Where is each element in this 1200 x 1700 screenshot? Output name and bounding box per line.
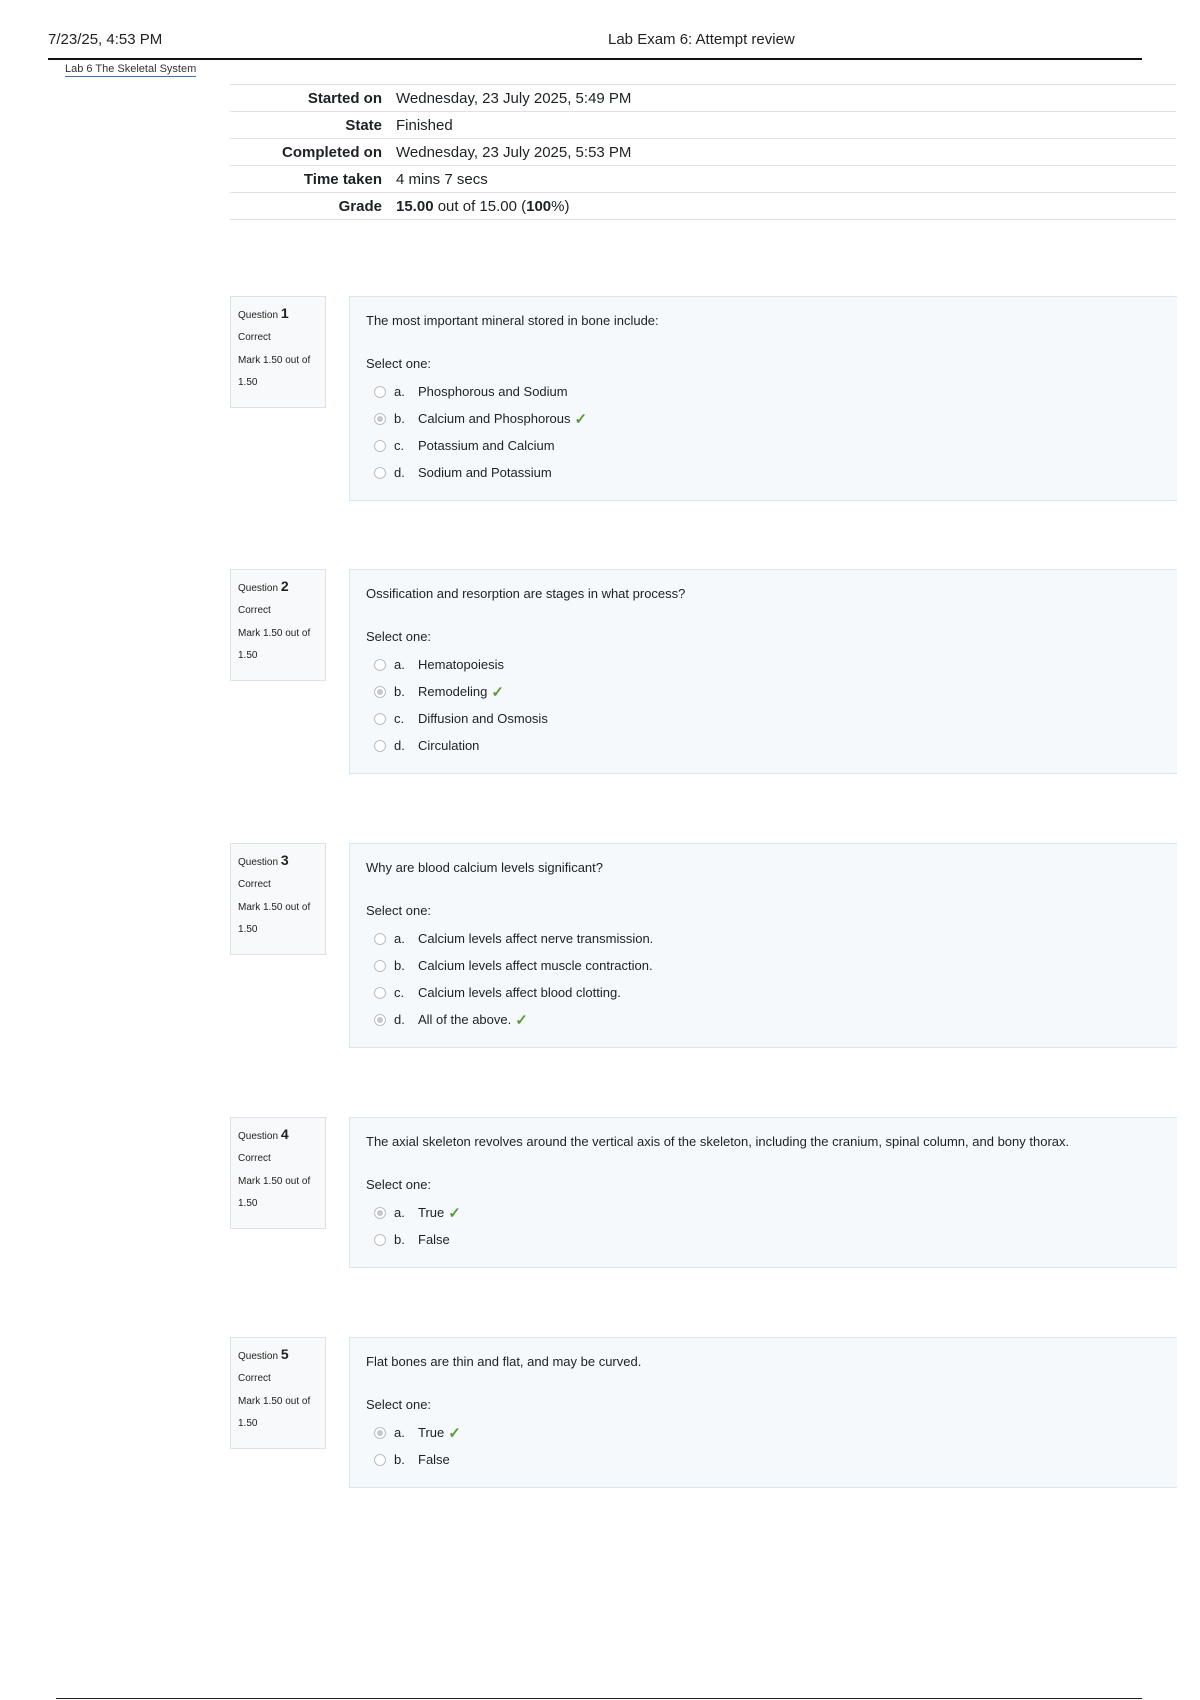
- answer-list: [366, 651, 1161, 759]
- print-page-title: Lab Exam 6: Attempt review: [608, 31, 795, 48]
- answer-option[interactable]: [366, 925, 1161, 952]
- answer-radio[interactable]: [374, 386, 386, 398]
- select-one-prompt: Select one:: [366, 629, 432, 644]
- print-datetime: 7/23/25, 4:53 PM: [48, 31, 163, 48]
- question-content: [349, 1337, 1177, 1488]
- question-content: [349, 1117, 1177, 1268]
- question-label: Question: [238, 1131, 279, 1142]
- answer-letter: b.: [394, 684, 405, 699]
- summary-row-completed: [230, 139, 1176, 166]
- question-state: Correct: [238, 605, 271, 616]
- checkmark-icon: ✓: [491, 683, 504, 701]
- answer-radio[interactable]: [374, 1014, 386, 1026]
- answer-radio[interactable]: [374, 740, 386, 752]
- answer-option[interactable]: [366, 1226, 1161, 1253]
- question-info: [230, 1337, 326, 1449]
- question-state: Correct: [238, 332, 271, 343]
- checkmark-icon: ✓: [515, 1011, 528, 1029]
- answer-option[interactable]: [366, 1199, 1161, 1226]
- question-text: Why are blood calcium levels significant?: [366, 860, 603, 875]
- answer-radio[interactable]: [374, 1234, 386, 1246]
- summary-row-grade: [230, 193, 1176, 220]
- answer-radio[interactable]: [374, 440, 386, 452]
- grade-label: Grade: [230, 193, 396, 220]
- answer-option[interactable]: [366, 405, 1161, 432]
- answer-letter: d.: [394, 1012, 405, 1027]
- answer-text: Circulation: [418, 738, 480, 753]
- question-number-value: 3: [280, 852, 289, 868]
- answer-option[interactable]: [366, 979, 1161, 1006]
- question-number-value: 5: [280, 1346, 289, 1362]
- question-grade: Mark 1.50 out of 1.50: [238, 1176, 311, 1209]
- answer-text: Diffusion and Osmosis: [418, 711, 548, 726]
- question-label: Question: [238, 1351, 279, 1362]
- answer-radio[interactable]: [374, 933, 386, 945]
- started-value: Wednesday, 23 July 2025, 5:49 PM: [396, 85, 1176, 112]
- answer-text: False: [418, 1452, 450, 1467]
- grade-score: 15.00: [396, 197, 434, 215]
- question-text: The axial skeleton revolves around the vertical axis of the skeleton, including the cranium, spinal column, and bony thorax.: [366, 1134, 1070, 1149]
- question-number: [238, 578, 318, 594]
- answer-letter: d.: [394, 738, 405, 753]
- breadcrumb-link-course[interactable]: Lab 6 The Skeletal System: [65, 63, 197, 75]
- select-one-prompt: Select one:: [366, 1397, 432, 1412]
- answer-text: False: [418, 1232, 450, 1247]
- answer-letter: b.: [394, 1232, 405, 1247]
- select-one-prompt: Select one:: [366, 903, 432, 918]
- answer-option[interactable]: [366, 459, 1161, 486]
- question-text: Flat bones are thin and flat, and may be curved.: [366, 1354, 642, 1369]
- answer-option[interactable]: [366, 651, 1161, 678]
- answer-radio[interactable]: [374, 467, 386, 479]
- question-state: Correct: [238, 1373, 271, 1384]
- answer-option[interactable]: [366, 952, 1161, 979]
- checkmark-icon: ✓: [448, 1424, 461, 1442]
- question-number: [238, 852, 318, 868]
- question-grade: Mark 1.50 out of 1.50: [238, 355, 311, 388]
- question-grade: Mark 1.50 out of 1.50: [238, 902, 311, 935]
- answer-radio[interactable]: [374, 686, 386, 698]
- select-one-prompt: Select one:: [366, 356, 432, 371]
- question-text: Ossification and resorption are stages in what process?: [366, 586, 686, 601]
- answer-letter: b.: [394, 1452, 405, 1467]
- question-label: Question: [238, 310, 279, 321]
- answer-list: [366, 1199, 1161, 1253]
- footer-divider: [56, 1698, 1142, 1699]
- grade-percent: 100: [526, 197, 552, 215]
- question-info: [230, 1117, 326, 1229]
- grade-percent-suffix: %): [551, 197, 570, 215]
- answer-option[interactable]: [366, 1446, 1161, 1473]
- select-one-prompt: Select one:: [366, 1177, 432, 1192]
- time-taken-label: Time taken: [230, 166, 396, 193]
- question-state: Correct: [238, 1153, 271, 1164]
- checkmark-icon: ✓: [448, 1204, 461, 1222]
- answer-letter: d.: [394, 465, 405, 480]
- question-label: Question: [238, 583, 279, 594]
- answer-letter: a.: [394, 931, 405, 946]
- question-content: [349, 569, 1177, 774]
- question-number-value: 2: [280, 578, 289, 594]
- answer-radio[interactable]: [374, 987, 386, 999]
- state-value: Finished: [396, 112, 1176, 139]
- answer-letter: a.: [394, 657, 405, 672]
- answer-option[interactable]: [366, 705, 1161, 732]
- answer-text: All of the above.: [418, 1012, 512, 1027]
- answer-radio[interactable]: [374, 960, 386, 972]
- checkmark-icon: ✓: [574, 410, 588, 428]
- answer-radio[interactable]: [374, 1207, 386, 1219]
- time-taken-value: 4 mins 7 secs: [396, 166, 1176, 193]
- question-info: [230, 569, 326, 681]
- answer-radio[interactable]: [374, 1427, 386, 1439]
- question-grade: Mark 1.50 out of 1.50: [238, 628, 311, 661]
- answer-radio[interactable]: [374, 413, 386, 425]
- answer-radio[interactable]: [374, 1454, 386, 1466]
- answer-letter: c.: [394, 438, 405, 453]
- question-content: [349, 296, 1177, 501]
- answer-text: Remodeling: [418, 684, 488, 699]
- answer-list: [366, 378, 1161, 486]
- answer-text: True: [418, 1425, 445, 1440]
- answer-text: Calcium levels affect nerve transmission.: [418, 931, 654, 946]
- answer-letter: c.: [394, 711, 405, 726]
- answer-text: Calcium levels affect blood clotting.: [418, 985, 621, 1000]
- answer-radio[interactable]: [374, 659, 386, 671]
- grade-out-of: out of 15.00 (: [433, 197, 527, 215]
- question-info: [230, 296, 326, 408]
- question-number-value: 1: [280, 305, 289, 321]
- answer-option[interactable]: [366, 678, 1161, 705]
- answer-radio[interactable]: [374, 713, 386, 725]
- answer-letter: a.: [394, 1425, 405, 1440]
- question-number: [238, 305, 318, 321]
- summary-row-time: [230, 166, 1176, 193]
- answer-option[interactable]: [366, 1006, 1161, 1033]
- answer-list: [366, 1419, 1161, 1473]
- question-text: The most important mineral stored in bone include:: [366, 313, 659, 328]
- question-info: [230, 843, 326, 955]
- question-state: Correct: [238, 879, 271, 890]
- answer-text: Hematopoiesis: [418, 657, 504, 672]
- print-header: [48, 28, 1142, 60]
- answer-text: Sodium and Potassium: [418, 465, 552, 480]
- started-label: Started on: [230, 85, 396, 112]
- summary-row-started: [230, 85, 1176, 112]
- question-grade: Mark 1.50 out of 1.50: [238, 1396, 311, 1429]
- question-number: [238, 1346, 318, 1362]
- grade-value: [396, 193, 1176, 220]
- completed-label: Completed on: [230, 139, 396, 166]
- state-label: State: [230, 112, 396, 139]
- question-content: [349, 843, 1177, 1048]
- summary-row-state: [230, 112, 1176, 139]
- answer-option[interactable]: [366, 1419, 1161, 1446]
- answer-letter: c.: [394, 985, 405, 1000]
- answer-option[interactable]: [366, 732, 1161, 759]
- question-label: Question: [238, 857, 279, 868]
- answer-text: Potassium and Calcium: [418, 438, 555, 453]
- completed-value: Wednesday, 23 July 2025, 5:53 PM: [396, 139, 1176, 166]
- answer-text: True: [418, 1205, 445, 1220]
- answer-option[interactable]: [366, 432, 1161, 459]
- answer-letter: b.: [394, 411, 405, 426]
- answer-letter: a.: [394, 1205, 405, 1220]
- answer-text: Phosphorous and Sodium: [418, 384, 568, 399]
- question-number: [238, 1126, 318, 1142]
- answer-text: Calcium and Phosphorous: [418, 411, 571, 426]
- answer-text: Calcium levels affect muscle contraction.: [418, 958, 653, 973]
- attempt-summary-table: [230, 84, 1176, 220]
- answer-list: [366, 925, 1161, 1033]
- answer-option[interactable]: [366, 378, 1161, 405]
- question-number-value: 4: [280, 1126, 289, 1142]
- answer-letter: a.: [394, 384, 405, 399]
- answer-letter: b.: [394, 958, 405, 973]
